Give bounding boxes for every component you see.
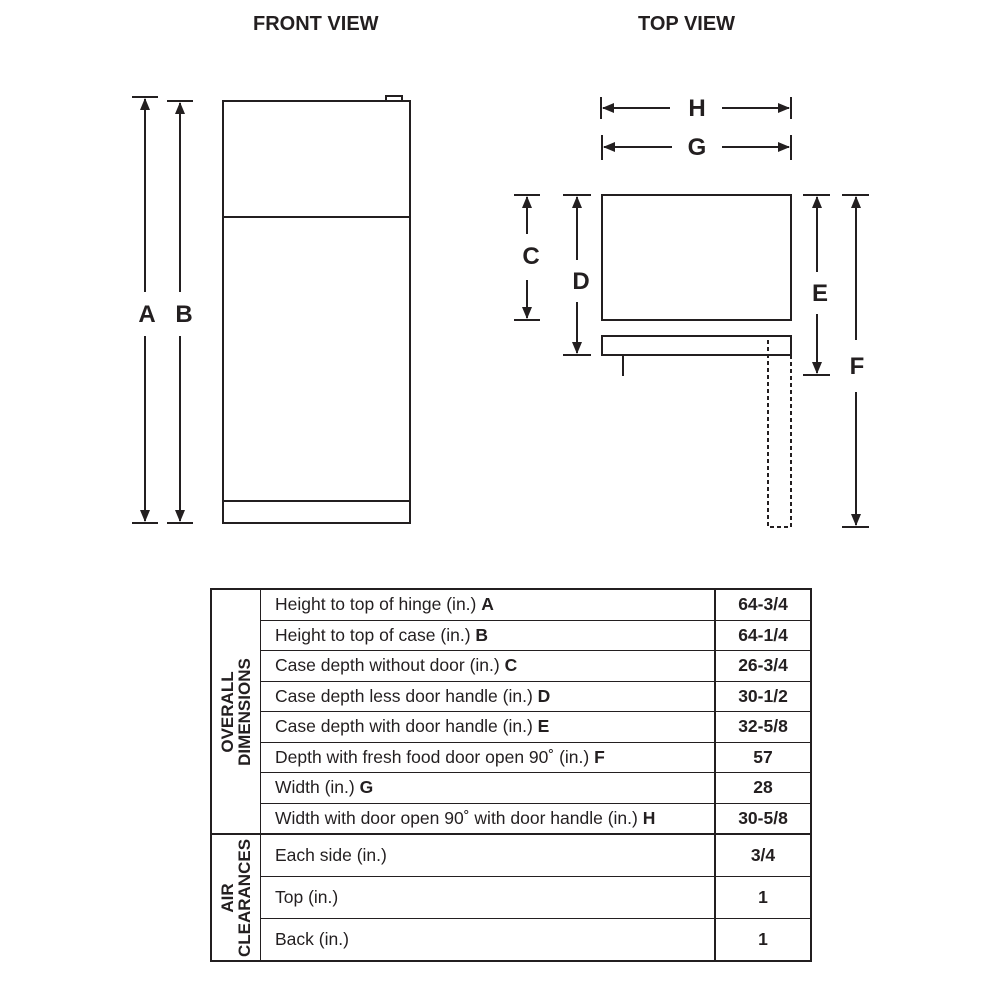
table-row	[211, 712, 811, 743]
door-top-outline	[602, 336, 791, 355]
case-top-outline	[602, 195, 791, 320]
row-value: 26-3/4	[715, 651, 811, 682]
row-label: Width (in.) G	[261, 773, 716, 804]
row-label: Height to top of hinge (in.) A	[261, 589, 716, 620]
row-value: 1	[715, 919, 811, 962]
row-value: 64-3/4	[715, 589, 811, 620]
dimension-label-a: A	[138, 301, 156, 328]
dimension-label-g: G	[687, 134, 707, 161]
table-row	[211, 919, 811, 962]
row-value: 32-5/8	[715, 712, 811, 743]
dimension-label-f: F	[849, 353, 865, 380]
row-value: 28	[715, 773, 811, 804]
row-value: 30-1/2	[715, 681, 811, 712]
open-door-outline	[768, 336, 791, 527]
row-label: Case depth without door (in.) C	[261, 651, 716, 682]
table-row	[211, 803, 811, 834]
table-row	[211, 834, 811, 877]
overall-dimensions-group-label: OVERALL DIMENSIONS	[211, 589, 261, 834]
dimensions-table	[210, 588, 812, 962]
row-label: Depth with fresh food door open 90˚ (in.) F	[261, 742, 716, 773]
top-hinge	[386, 96, 402, 101]
row-value: 3/4	[715, 834, 811, 877]
refrigerator-case	[223, 101, 410, 523]
row-label: Width with door open 90˚ with door handle (in.) H	[261, 803, 716, 834]
table-row	[211, 681, 811, 712]
front-view-title: FRONT VIEW	[253, 13, 379, 35]
table-row	[211, 877, 811, 919]
dimension-label-c: C	[522, 243, 540, 270]
row-label: Case depth less door handle (in.) D	[261, 681, 716, 712]
table-row	[211, 773, 811, 804]
top-view-title: TOP VIEW	[638, 13, 736, 35]
dimension-label-d: D	[572, 268, 590, 295]
table-row	[211, 620, 811, 651]
row-label: Top (in.)	[261, 877, 716, 919]
row-value: 30-5/8	[715, 803, 811, 834]
row-label: Case depth with door handle (in.) E	[261, 712, 716, 743]
row-label: Back (in.)	[261, 919, 716, 962]
row-value: 64-1/4	[715, 620, 811, 651]
row-label: Height to top of case (in.) B	[261, 620, 716, 651]
air-clearances-group-label: AIR CLEARANCES	[211, 834, 261, 961]
front-view-refrigerator	[223, 96, 410, 523]
table-row	[211, 742, 811, 773]
top-view-refrigerator	[602, 195, 791, 527]
row-value: 57	[715, 742, 811, 773]
table-row	[211, 651, 811, 682]
dimension-label-e: E	[811, 280, 829, 307]
dimension-label-b: B	[175, 301, 193, 328]
row-label: Each side (in.)	[261, 834, 716, 877]
table-row	[211, 589, 811, 620]
dimension-label-h: H	[688, 95, 706, 122]
row-value: 1	[715, 877, 811, 919]
